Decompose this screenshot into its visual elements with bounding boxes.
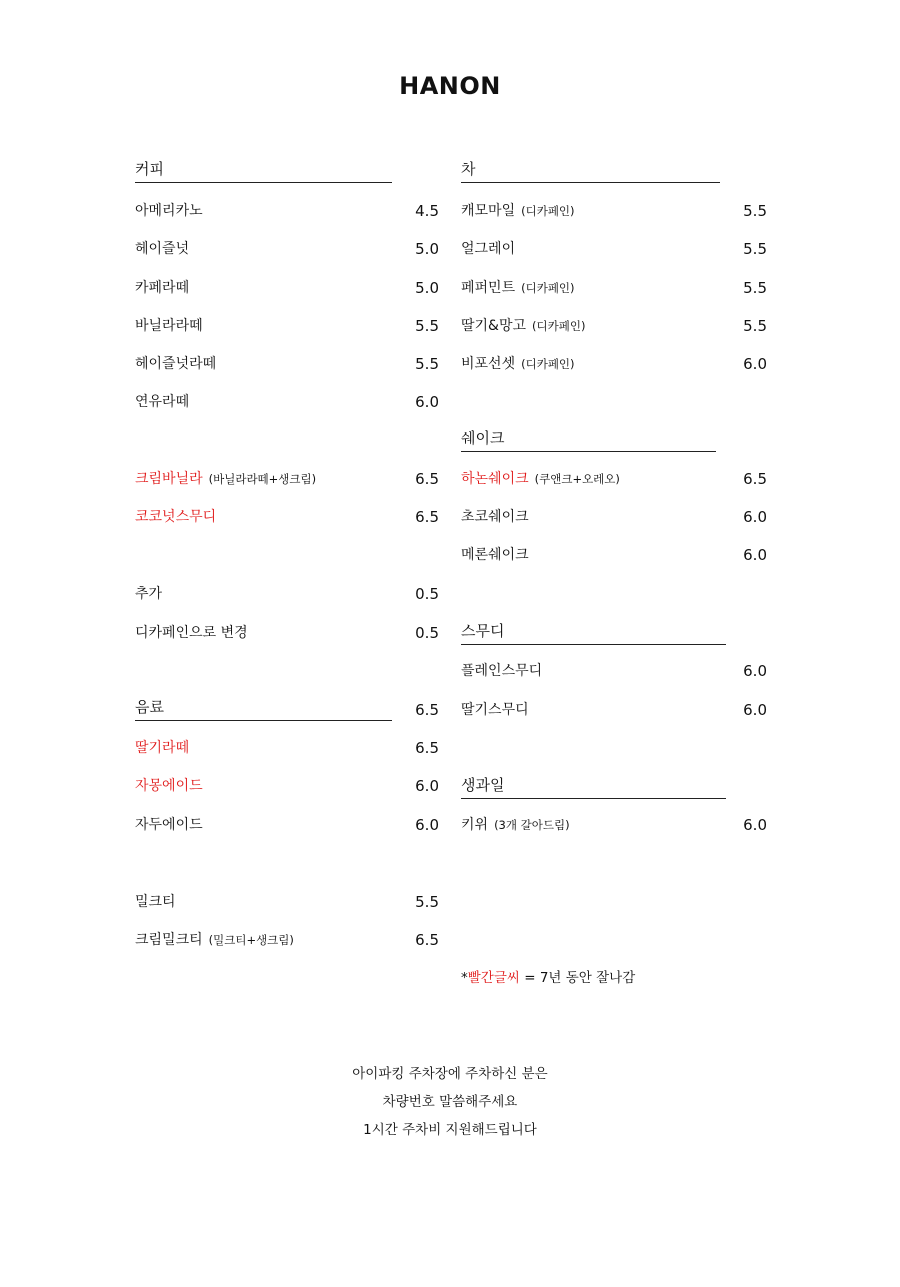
menu-item <box>135 236 439 262</box>
menu-item-name: 딸기스무디 <box>461 702 529 718</box>
menu-item <box>135 389 439 415</box>
menu-item-name <box>135 927 294 953</box>
menu-item-name: 바닐라라떼 <box>135 318 203 334</box>
menu-item-special <box>135 466 439 492</box>
item-note: (디카페인) <box>532 319 586 333</box>
parking-notice-line: 1시간 주차비 지원해드립니다 <box>363 1122 537 1138</box>
item-note: (3개 갈아드림) <box>494 818 570 832</box>
extra-name: 추가 <box>135 586 163 602</box>
shake-heading <box>461 427 716 452</box>
menu-item-price: 6.0 <box>415 777 439 795</box>
menu-item-price: 6.0 <box>415 816 439 834</box>
menu-item-name: 얼그레이 <box>461 241 516 257</box>
menu-item <box>461 198 767 224</box>
menu-item-special <box>135 504 439 530</box>
extra-item <box>135 581 439 607</box>
menu-item <box>461 697 767 723</box>
item-note: (밀크티+생크림) <box>208 933 294 947</box>
menu-item-name <box>461 275 575 301</box>
menu-item-price: 5.5 <box>743 202 767 220</box>
menu-item <box>135 351 439 377</box>
menu-item-price: 5.5 <box>743 317 767 335</box>
menu-item <box>135 927 439 953</box>
notice-rest: = 7년 동안 잘나감 <box>519 970 636 986</box>
menu-item-name: 자몽에이드 <box>135 778 203 794</box>
menu-item-price: 6.0 <box>415 393 439 411</box>
menu-item-price: 6.0 <box>743 816 767 834</box>
menu-item-name <box>461 812 570 838</box>
menu-item <box>135 275 439 301</box>
menu-item-price: 5.5 <box>743 279 767 297</box>
menu-item <box>461 658 767 684</box>
item-note: (디카페인) <box>521 281 575 295</box>
parking-notice <box>0 1060 900 1144</box>
menu-item-price: 5.5 <box>415 355 439 373</box>
menu-item-name: 아메리카노 <box>135 203 203 219</box>
red-text-notice <box>461 966 635 990</box>
extra-price: 0.5 <box>415 624 439 642</box>
drinks-heading <box>135 696 392 721</box>
menu-item-name <box>461 351 575 377</box>
extra-price: 0.5 <box>415 585 439 603</box>
item-note: (바닐라라떼+생크림) <box>208 472 317 486</box>
drinks-heading-label: 음료 <box>135 698 164 716</box>
special-name: 코코넛스무디 <box>135 509 217 525</box>
menu-item <box>135 889 439 915</box>
menu-item-price: 5.0 <box>415 279 439 297</box>
item-note: (디카페인) <box>521 204 575 218</box>
item-note: (쿠앤크+오레오) <box>534 472 620 486</box>
smoothie-heading <box>461 620 726 645</box>
smoothie-heading-label: 스무디 <box>461 622 505 640</box>
parking-notice-line: 아이파킹 주차장에 주차하신 분은 <box>352 1066 548 1082</box>
extra-item <box>135 620 439 646</box>
extra-name: 디카페인으로 변경 <box>135 625 248 641</box>
menu-item <box>461 542 767 568</box>
menu-item-price: 6.0 <box>743 701 767 719</box>
menu-item <box>461 351 767 377</box>
menu-item-price: 6.5 <box>415 931 439 949</box>
menu-item-name: 카페라떼 <box>135 280 190 296</box>
item-title: 키위 <box>461 817 489 833</box>
coffee-heading <box>135 158 392 183</box>
menu-item-name: 메론쉐이크 <box>461 547 529 563</box>
menu-item-price: 6.0 <box>743 662 767 680</box>
menu-item-special <box>461 466 767 492</box>
item-title: 캐모마일 <box>461 203 516 219</box>
menu-item-price: 6.0 <box>743 546 767 564</box>
menu-item <box>461 504 767 530</box>
menu-item-name: 딸기라떼 <box>135 740 190 756</box>
tea-heading-label: 차 <box>461 160 476 178</box>
drinks-heading-price-row <box>400 697 439 723</box>
menu-item-price: 6.5 <box>743 470 767 488</box>
fruit-heading-label: 생과일 <box>461 776 505 794</box>
coffee-heading-label: 커피 <box>135 160 164 178</box>
menu-item <box>135 198 439 224</box>
drinks-heading-price: 6.5 <box>415 701 439 719</box>
menu-item-name <box>135 466 316 492</box>
menu-item-price: 6.0 <box>743 355 767 373</box>
parking-notice-line: 차량번호 말씀해주세요 <box>382 1094 518 1110</box>
menu-item-price: 5.0 <box>415 240 439 258</box>
menu-item-price: 6.0 <box>743 508 767 526</box>
item-note: (디카페인) <box>521 357 575 371</box>
menu-title: HANON <box>399 72 501 100</box>
menu-item <box>135 735 439 761</box>
menu-item-price: 6.5 <box>415 508 439 526</box>
notice-highlight: 빨간글씨 <box>467 970 520 986</box>
menu-item <box>461 275 767 301</box>
menu-item-name <box>461 466 620 492</box>
menu-item-name <box>461 198 575 224</box>
menu-item-name: 자두에이드 <box>135 817 203 833</box>
menu-item-price: 6.5 <box>415 470 439 488</box>
menu-item <box>135 313 439 339</box>
special-name: 하논쉐이크 <box>461 471 529 487</box>
special-name: 크림바닐라 <box>135 471 203 487</box>
item-title: 크림밀크티 <box>135 932 203 948</box>
menu-item-price: 4.5 <box>415 202 439 220</box>
menu-item-name: 헤이즐넛 <box>135 241 190 257</box>
menu-item-name: 밀크티 <box>135 894 176 910</box>
menu-item-price: 6.5 <box>415 739 439 757</box>
menu-item-price: 5.5 <box>415 317 439 335</box>
notice-prefix: * <box>461 970 468 986</box>
menu-item-name <box>461 313 585 339</box>
fruit-heading <box>461 774 726 799</box>
menu-item <box>461 313 767 339</box>
item-title: 페퍼민트 <box>461 280 516 296</box>
menu-item <box>461 812 767 838</box>
menu-item <box>135 773 439 799</box>
menu-item <box>135 812 439 838</box>
menu-item-name: 연유라떼 <box>135 394 190 410</box>
tea-heading <box>461 158 720 183</box>
item-title: 딸기&망고 <box>461 318 527 334</box>
menu-item-name: 초코쉐이크 <box>461 509 529 525</box>
item-title: 비포선셋 <box>461 356 516 372</box>
shake-heading-label: 쉐이크 <box>461 429 505 447</box>
menu-item-name: 플레인스무디 <box>461 663 543 679</box>
menu-item-price: 5.5 <box>415 893 439 911</box>
menu-item <box>461 236 767 262</box>
menu-item-name: 헤이즐넛라떼 <box>135 356 217 372</box>
menu-item-price: 5.5 <box>743 240 767 258</box>
